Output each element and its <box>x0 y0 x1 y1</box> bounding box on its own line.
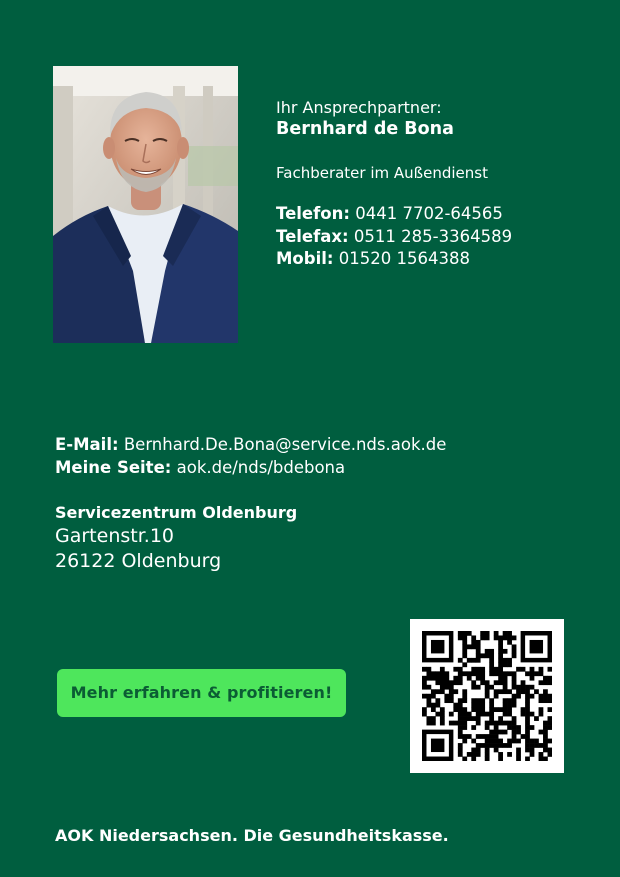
email-line <box>55 433 595 456</box>
office-street: Gartenstr.10 <box>55 525 174 547</box>
email-link[interactable]: Bernhard.De.Bona@service.nds.aok.de <box>123 435 447 454</box>
page-link[interactable]: aok.de/nds/bdebona <box>176 458 346 477</box>
fax-line <box>276 226 606 249</box>
learn-more-button[interactable]: Mehr erfahren & profitieren! <box>57 669 346 717</box>
phone-value[interactable]: 0441 7702-64565 <box>355 204 503 223</box>
phone-line <box>276 203 606 226</box>
phone-numbers <box>276 203 606 271</box>
footer-tagline: AOK Niedersachsen. Die Gesundheitskasse. <box>55 826 449 845</box>
mobile-line <box>276 248 606 271</box>
fax-label: Telefax: <box>276 226 349 246</box>
contact-name: Bernhard de Bona <box>276 119 454 139</box>
advisor-photo <box>53 66 238 343</box>
office-title: Servicezentrum Oldenburg <box>55 503 298 522</box>
page-line <box>55 456 595 479</box>
email-label: E-Mail: <box>55 435 119 454</box>
mobile-value[interactable]: 01520 1564388 <box>338 249 470 268</box>
office-city: 26122 Oldenburg <box>55 550 222 572</box>
contact-role: Fachberater im Außendienst <box>276 164 488 182</box>
qr-code[interactable] <box>410 619 564 773</box>
online-contact <box>55 433 595 479</box>
qr-code-icon <box>422 631 552 761</box>
page-label: Meine Seite: <box>55 458 172 477</box>
advisor-portrait-image <box>53 66 238 343</box>
mobile-label: Mobil: <box>276 249 334 268</box>
contact-intro: Ihr Ansprechpartner: <box>276 98 442 117</box>
contact-block <box>276 97 606 271</box>
office-address <box>55 502 455 574</box>
fax-value: 0511 285-3364589 <box>353 226 513 246</box>
phone-label: Telefon: <box>276 204 350 223</box>
